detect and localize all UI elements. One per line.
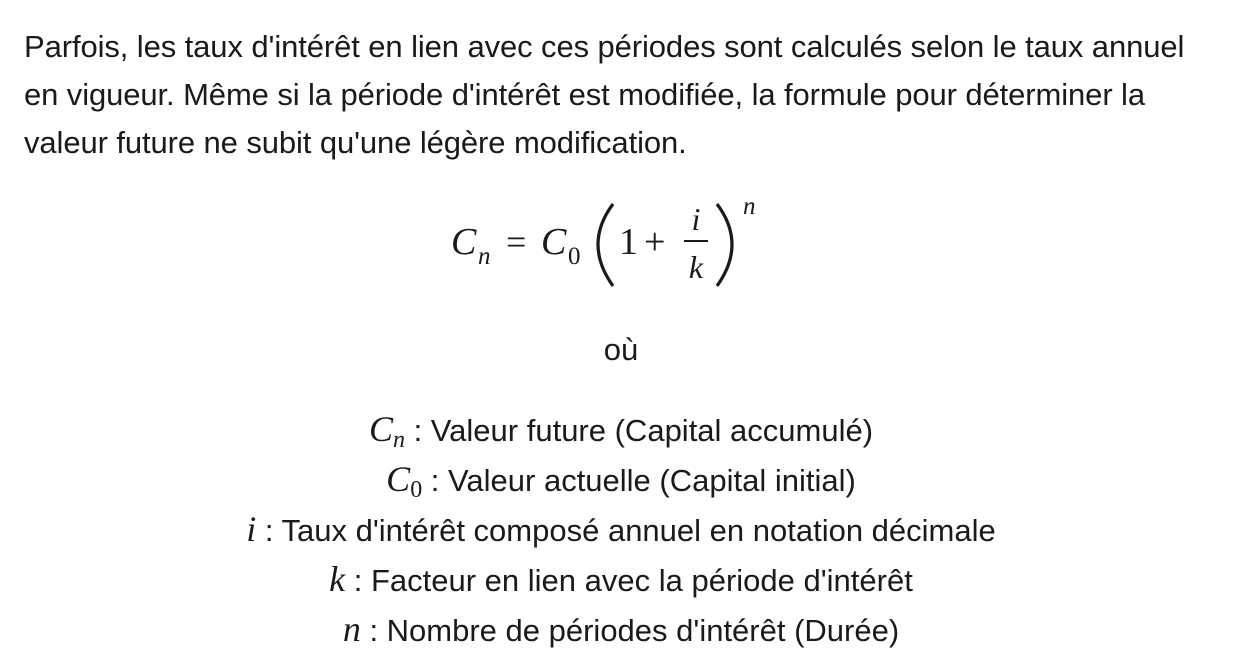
definition-item [0,455,1242,505]
definition-symbol: n [342,609,361,649]
definition-text: : Nombre de périodes d'intérêt (Durée) [360,613,900,648]
connector-word: où [603,332,639,367]
definition-symbol: k [329,559,346,599]
formula-lhs-symbol: C [451,221,477,263]
definition-item [0,555,1242,605]
definition-text: : Valeur future (Capital accumulé) [404,413,874,448]
definition-symbol: i [246,509,257,549]
formula-lhs-subscript: n [478,243,491,270]
compound-interest-formula [0,190,1242,300]
definition-text: : Taux d'intérêt composé annuel en notation décimale [256,513,996,548]
formula-plus: + [644,221,666,263]
definition-text: : Facteur en lien avec la période d'intérêt [345,563,913,598]
definition-item [0,405,1242,455]
definition-symbol: $C_0$ [386,459,423,503]
variable-definitions [0,405,1242,655]
definition-text: : Valeur actuelle (Capital initial) [422,463,856,498]
definition-item [0,505,1242,555]
formula-c0-symbol: C [541,221,567,263]
fraction-numerator: i [691,201,701,237]
right-parenthesis [717,204,732,286]
fraction-denominator: k [688,249,704,285]
definition-symbol: $C_n$ [368,409,405,453]
intro-paragraph: Parfois, les taux d'intérêt en lien avec ces périodes sont calculés selon le taux annuel en vigueur. Même si la période d'intérêt est modifiée, la formule pour déterminer la valeur future ne subit qu'une légère modification. [24,29,1185,160]
definition-item [0,605,1242,655]
formula-equals: = [506,222,527,262]
left-parenthesis [598,204,613,286]
formula-exponent: n [743,193,756,220]
formula-c0-subscript: 0 [568,243,581,270]
formula-one: 1 [619,221,638,263]
